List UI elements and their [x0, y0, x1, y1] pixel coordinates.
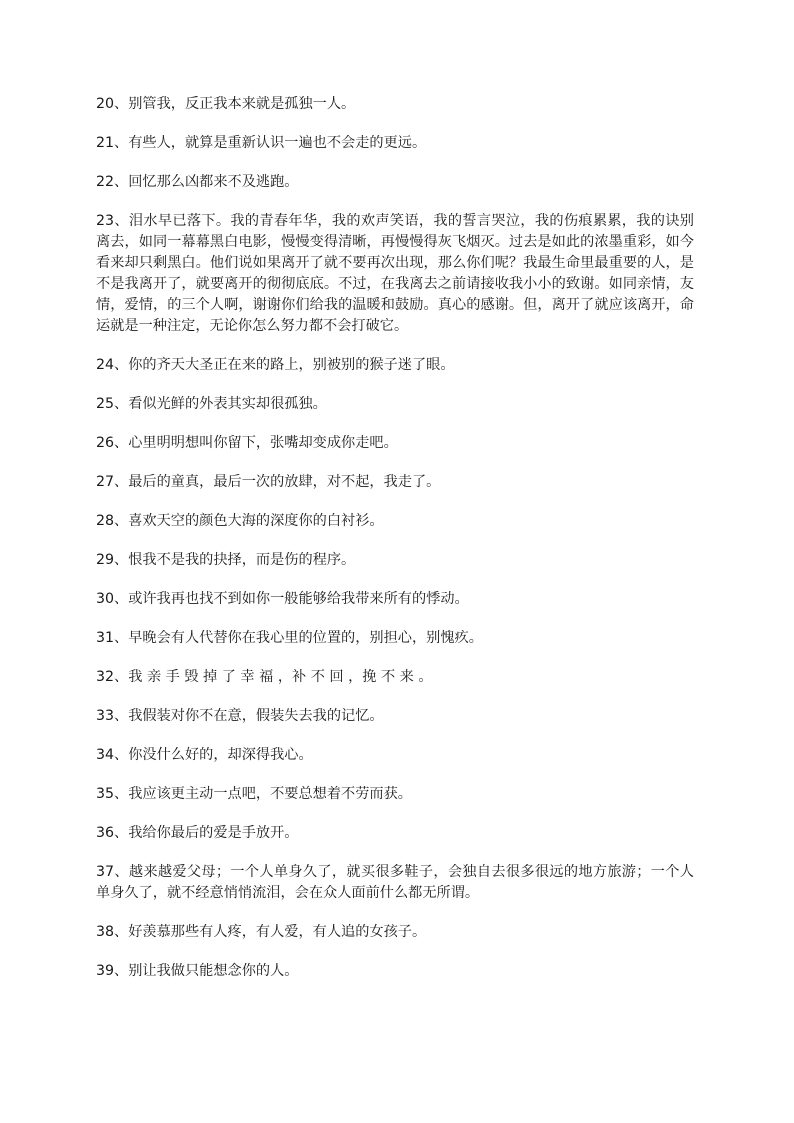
paragraph-31: 31、早晚会有人代替你在我心里的位置的，别担心，别愧疚。 [96, 630, 483, 646]
paragraph-27: 27、最后的童真，最后一次的放肆，对不起，我走了。 [96, 474, 441, 490]
paragraph-38: 38、好羡慕那些有人疼，有人爱，有人追的女孩子。 [96, 924, 427, 940]
paragraph-37: 37、越来越爱父母；一个人单身久了，就买很多鞋子，会独自去很多很远的地方旅游；一个人单身久了，就不经意悄悄流泪，会在众人面前什么都无所谓。 [96, 864, 694, 901]
paragraph-24: 24、你的齐天大圣正在来的路上，别被别的猴子迷了眼。 [96, 357, 455, 373]
paragraph-35: 35、我应该更主动一点吧，不要总想着不劳而获。 [96, 786, 412, 802]
paragraph-30: 30、或许我再也找不到如你一般能够给我带来所有的悸动。 [96, 591, 469, 607]
paragraph-32: 32、我 亲 手 毁 掉 了 幸 福 ，补 不 回 ，挽 不 来 。 [96, 669, 433, 685]
paragraph-21: 21、有些人，就算是重新认识一遍也不会走的更远。 [96, 135, 427, 151]
paragraph-33: 33、我假装对你不在意，假装失去我的记忆。 [96, 708, 384, 724]
paragraph-23: 23、泪水早已落下。我的青春年华，我的欢声笑语，我的誓言哭泣，我的伤痕累累，我的诀别离去，如同一幕幕黑白电影，慢慢变得清晰，再慢慢得灰飞烟灭。过去是如此的浓墨重彩，如今看来却只剩黑白。他们说如果离开了就不要再次出现，那么你们呢？我最生命里最重要的人，是不是我离开了，就要离开的彻彻底底。不过，在我离去之前请接收我小小的致谢。如同亲情，友情，爱情，的三个人啊，谢谢你们给我的温暖和鼓励。真心的感谢。但，离开了就应该离开，命运就是一种注定，无论你怎么努力都不会打破它。 [96, 213, 694, 334]
paragraph-26: 26、心里明明想叫你留下，张嘴却变成你走吧。 [96, 435, 398, 451]
paragraph-39: 39、别让我做只能想念你的人。 [96, 963, 299, 979]
paragraph-25: 25、看似光鲜的外表其实却很孤独。 [96, 396, 327, 412]
paragraph-22: 22、回忆那么凶都来不及逃跑。 [96, 174, 299, 190]
paragraph-29: 29、恨我不是我的抉择，而是伤的程序。 [96, 552, 356, 568]
document-body [96, 94, 694, 1000]
paragraph-20: 20、别管我，反正我本来就是孤独一人。 [96, 96, 356, 112]
paragraph-34: 34、你没什么好的，却深得我心。 [96, 747, 313, 763]
paragraph-36: 36、我给你最后的爱是手放开。 [96, 825, 299, 841]
paragraph-28: 28、喜欢天空的颜色大海的深度你的白衬衫。 [96, 513, 384, 529]
